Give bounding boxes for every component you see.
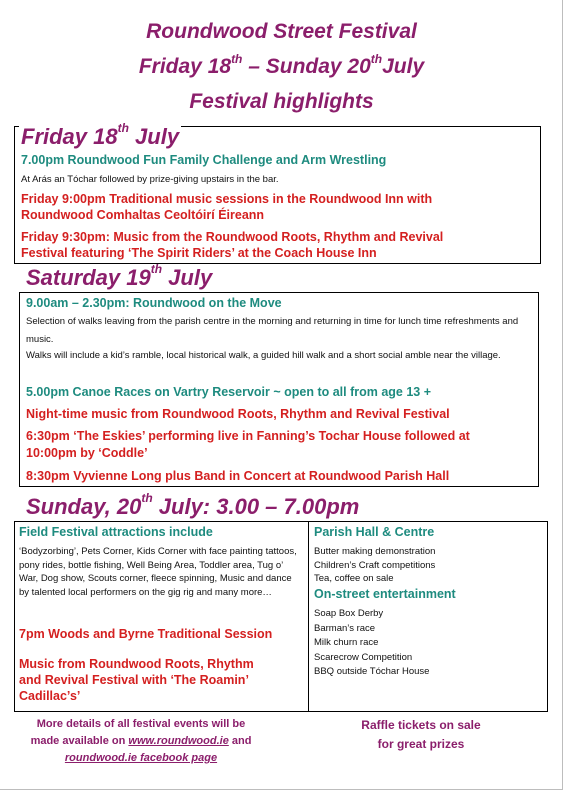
website-link[interactable]: www.roundwood.ie xyxy=(128,735,229,747)
sunday-heading xyxy=(24,491,361,520)
saturday-event-4-line2: 10:00pm by ‘Coddle’ xyxy=(26,446,148,460)
friday-heading-text: Friday 18 xyxy=(21,124,118,149)
friday-heading xyxy=(19,121,181,150)
friday-heading-tail: July xyxy=(128,124,180,149)
friday-event-3-line1: Friday 9:30pm: Music from the Roundwood Roots, Rhythm and Revival xyxy=(21,230,444,244)
saturday-event-1: 9.00am – 2.30pm: Roundwood on the Move xyxy=(26,296,282,310)
sunday-event-1: 7pm Woods and Byrne Traditional Session xyxy=(19,627,273,641)
sunday-table-divider xyxy=(308,521,309,712)
on-street-item: Milk churn race xyxy=(314,637,379,648)
friday-event-1: 7.00pm Roundwood Fun Family Challenge and Arm Wrestling xyxy=(21,153,387,167)
sunday-event-2-line2: and Revival Festival with ‘The Roamin’ xyxy=(19,673,249,687)
festival-title: Roundwood Street Festival xyxy=(146,20,417,43)
parish-hall-item: Tea, coffee on sale xyxy=(314,573,394,584)
sunday-heading-text: Sunday, 20 xyxy=(26,494,142,519)
saturday-event-5: 8:30pm Vyvienne Long plus Band in Concert at Roundwood Parish Hall xyxy=(26,469,450,483)
on-street-item: Soap Box Derby xyxy=(314,608,384,619)
saturday-event-1-desc1: Selection of walks leaving from the parish centre in the morning and returning in time for lunch time refreshments and music. xyxy=(26,316,519,345)
facebook-link[interactable]: roundwood.ie facebook page xyxy=(64,752,218,764)
footer-details-line2-text: made available on xyxy=(30,735,129,747)
friday-event-2-line2: Roundwood Comhaltas Ceoltóirí Éireann xyxy=(21,208,265,222)
field-festival-desc: ‘Bodyzorbing’, Pets Corner, Kids Corner with face painting tattoos, pony rides, bottle fishing, Well Being Area, Toddler area, Tug o’ War, Dog show, Scouts corner, fleece spinning, Music and dance by talented local performers on the gig rig and many more… xyxy=(19,546,297,598)
parish-hall-item: Children’s Craft competitions xyxy=(314,559,436,571)
on-street-item: BBQ outside Tóchar House xyxy=(314,666,430,677)
raffle-line2: for great prizes xyxy=(377,737,465,751)
sunday-heading-tail: July: 3.00 – 7.00pm xyxy=(152,494,360,519)
on-street-item: Barman’s race xyxy=(314,622,376,634)
dates-end: – Sunday 20 xyxy=(242,55,371,78)
saturday-heading-tail: July xyxy=(162,265,213,290)
festival-dates xyxy=(0,52,563,79)
on-street-list xyxy=(314,607,429,680)
footer-raffle xyxy=(306,716,536,754)
dates-end-sup: th xyxy=(370,52,383,66)
saturday-event-3: Night-time music from Roundwood Roots, Rhythm and Revival Festival xyxy=(26,407,450,421)
parish-hall-item: Butter making demonstration xyxy=(314,546,436,557)
friday-event-1-note: At Arás an Tóchar followed by prize-giving upstairs in the bar. xyxy=(21,174,279,185)
dates-month: July xyxy=(382,55,425,78)
dates-start-sup: th xyxy=(231,52,243,66)
saturday-heading xyxy=(24,262,214,291)
footer-details-line2 xyxy=(6,733,276,750)
festival-subtitle: Festival highlights xyxy=(189,90,374,113)
footer-details xyxy=(6,716,276,767)
dates-start: Friday 18 xyxy=(138,55,232,78)
saturday-heading-sup: th xyxy=(150,262,163,276)
saturday-event-4-line1: 6:30pm ‘The Eskies’ performing live in Fanning’s Tochar House followed at xyxy=(26,429,470,443)
footer-details-line2-tail: and xyxy=(228,735,252,747)
saturday-heading-text: Saturday 19 xyxy=(26,265,151,290)
friday-heading-sup: th xyxy=(117,121,129,135)
friday-event-2-line1: Friday 9:00pm Traditional music sessions in the Roundwood Inn with xyxy=(21,192,433,206)
sunday-event-2-line3: Cadillac’s’ xyxy=(19,689,81,703)
field-festival-title: Field Festival attractions include xyxy=(19,525,213,539)
footer-details-line3 xyxy=(6,750,276,767)
on-street-item: Scarecrow Competition xyxy=(314,651,413,663)
footer-details-line1: More details of all festival events will be xyxy=(36,718,246,730)
sunday-heading-sup: th xyxy=(141,491,153,505)
friday-event-3-line2: Festival featuring ‘The Spirit Riders’ at the Coach House Inn xyxy=(21,246,377,260)
on-street-title: On-street entertainment xyxy=(314,587,456,601)
saturday-event-1-desc2: Walks will include a kid’s ramble, local historical walk, a guided hill walk and a short social amble near the village. xyxy=(26,350,501,361)
parish-hall-title: Parish Hall & Centre xyxy=(314,525,435,539)
raffle-line1: Raffle tickets on sale xyxy=(361,718,481,732)
saturday-event-2: 5.00pm Canoe Races on Vartry Reservoir ~ open to all from age 13 + xyxy=(26,385,432,399)
sunday-event-2-line1: Music from Roundwood Roots, Rhythm xyxy=(19,657,254,671)
parish-hall-list xyxy=(314,545,435,586)
